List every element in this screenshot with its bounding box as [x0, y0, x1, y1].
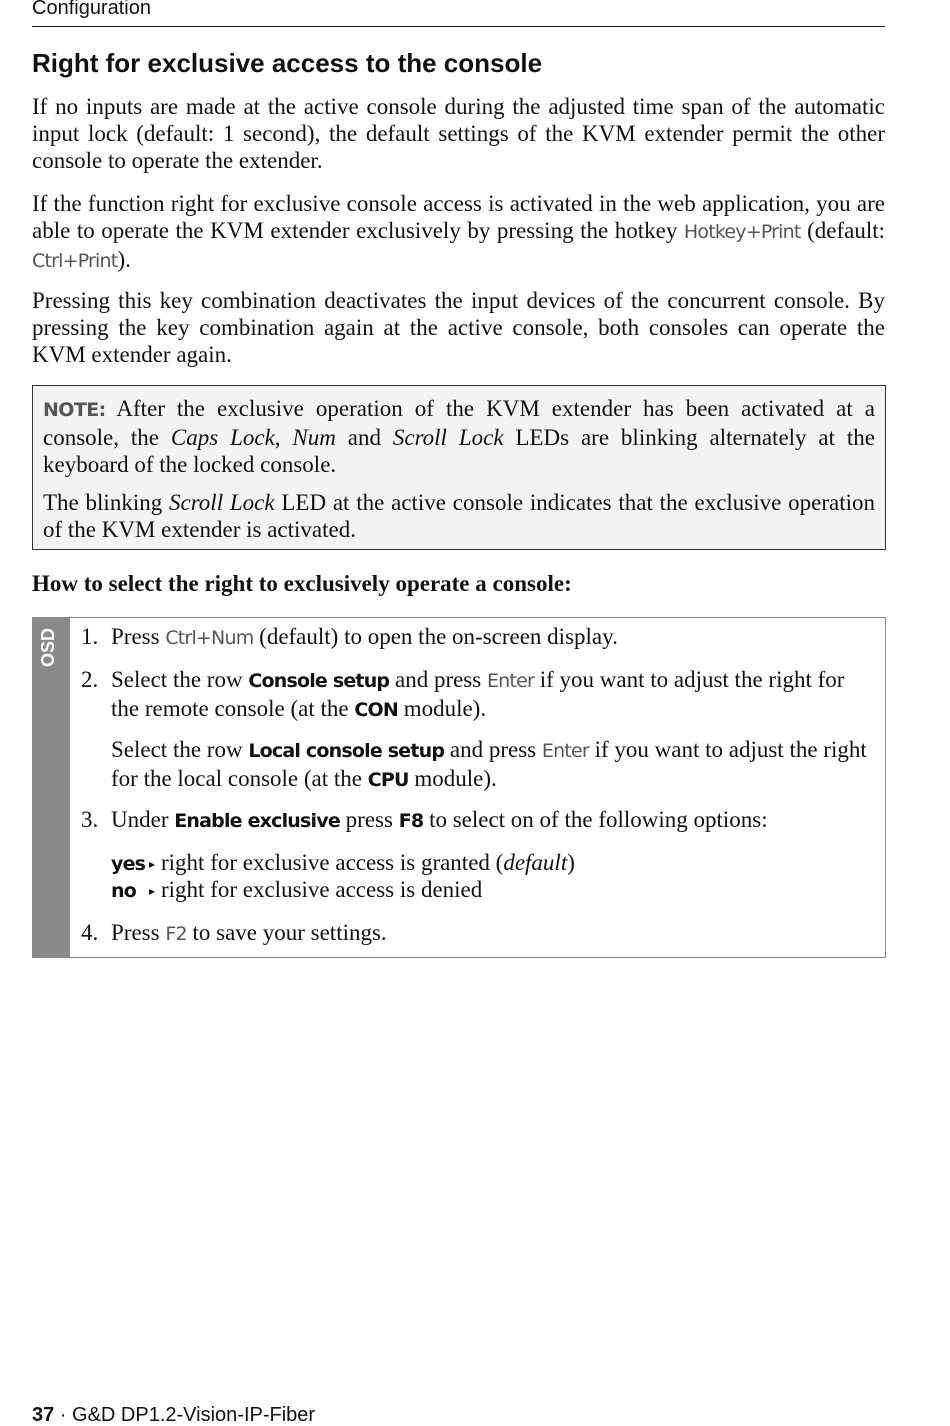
option-yes: [111, 849, 811, 878]
option-text: right for exclusive access is denied: [161, 877, 483, 902]
osd-procedure-box: [32, 617, 886, 958]
procedure-heading: How to select the right to exclusively operate a console:: [32, 571, 572, 596]
step-number: 1.: [81, 624, 99, 649]
step-text: [111, 919, 876, 948]
hotkey-default-text: Ctrl+Print: [32, 250, 118, 272]
osd-label: OSD: [38, 628, 58, 668]
text: The blinking: [43, 490, 169, 515]
paragraph-exclusive-hotkey: [32, 190, 885, 275]
num-text: Num: [292, 425, 336, 450]
default-text: default: [503, 850, 568, 875]
text: Press: [111, 920, 166, 945]
text: ).: [117, 247, 131, 272]
caps-lock-text: Caps Lock: [170, 425, 275, 450]
text: to select on of the following options:: [423, 807, 768, 832]
key-text: Enter: [541, 740, 589, 762]
text: After the exclusive operation of the KVM extender has been activated at a console, the: [43, 396, 875, 450]
key-text: F8: [398, 810, 424, 832]
text: ): [567, 850, 575, 875]
text: and press: [444, 737, 542, 762]
section-title: Configuration: [32, 0, 151, 19]
key-text: Enter: [486, 670, 534, 692]
osd-side-bar: [33, 618, 70, 957]
text: if you want to adjust the right for the local console (at the: [111, 737, 867, 791]
note-paragraph-2: [43, 489, 875, 543]
note-label: NOTE:: [43, 399, 106, 421]
page-number: 37: [32, 1404, 55, 1426]
note-box: [32, 385, 886, 550]
hotkey-text: Hotkey+Print: [683, 221, 801, 243]
option-name-text: Enable exclusive: [174, 810, 340, 832]
step-text: [111, 623, 876, 652]
step-number: 2.: [81, 667, 99, 692]
text: Select the row: [111, 667, 249, 692]
step-number: 4.: [81, 920, 99, 945]
scroll-lock-text: Scroll Lock: [392, 425, 504, 450]
scroll-lock-text: Scroll Lock: [169, 490, 275, 515]
paragraph-input-lock: If no inputs are made at the active console during the adjusted time span of the automatic input lock (default: 1 second), the default settings of the KVM extender permit the other console to operate the extender.: [32, 94, 885, 173]
note-paragraph-1: [43, 395, 875, 478]
arrow-icon: ▸: [149, 884, 156, 898]
product-name: G&D DP1.2-Vision-IP-Fiber: [72, 1404, 316, 1426]
paragraph-deactivate: Pressing this key combination deactivates the input devices of the concurrent console. By pressing the key combination again at the active console, both consoles can operate the KVM extender again.: [32, 288, 885, 367]
text: if you want to adjust the right for the remote console (at the: [111, 667, 845, 721]
menu-row-text: Local console setup: [248, 740, 445, 762]
option-key: yes: [111, 853, 146, 875]
text: LED at the active console indicates that the exclusive operation of the KVM extender is activated.: [43, 490, 875, 542]
text: (default:: [800, 218, 886, 243]
module-text: CPU: [367, 769, 409, 791]
text: ,: [274, 425, 293, 450]
text: (default) to open the on-screen display.: [253, 624, 618, 649]
hotkey-text: Ctrl+Num: [165, 627, 254, 649]
text: If the function right for exclusive console access is activated in the web application, you are able to operate the KVM extender exclusively by pressing the hotkey: [32, 191, 885, 243]
option-text: right for exclusive access is granted (: [161, 850, 504, 875]
text: and press: [389, 667, 487, 692]
separator: ·: [54, 1404, 73, 1426]
key-text: F2: [165, 923, 187, 945]
text: LEDs are blinking alternately at the keyboard of the locked console.: [43, 425, 876, 477]
menu-row-text: Console setup: [248, 670, 390, 692]
page-footer: [32, 1405, 315, 1425]
text: to save your settings.: [186, 920, 387, 945]
text: Select the row: [111, 737, 249, 762]
text: module).: [397, 696, 487, 721]
text: module).: [408, 766, 497, 791]
step-text: [111, 806, 876, 835]
step-number: 3.: [81, 807, 99, 832]
text: Press: [111, 624, 166, 649]
page-title: Right for exclusive access to the console: [32, 48, 543, 78]
module-text: CON: [354, 699, 398, 721]
arrow-icon: ▸: [149, 857, 156, 871]
option-key: no: [111, 880, 136, 902]
step-text-alt: [111, 736, 876, 794]
step-text: [111, 666, 876, 724]
text: and: [335, 425, 393, 450]
text: Under: [111, 807, 175, 832]
option-no: [111, 876, 811, 905]
text: press: [339, 807, 399, 832]
running-header: [32, 0, 885, 27]
